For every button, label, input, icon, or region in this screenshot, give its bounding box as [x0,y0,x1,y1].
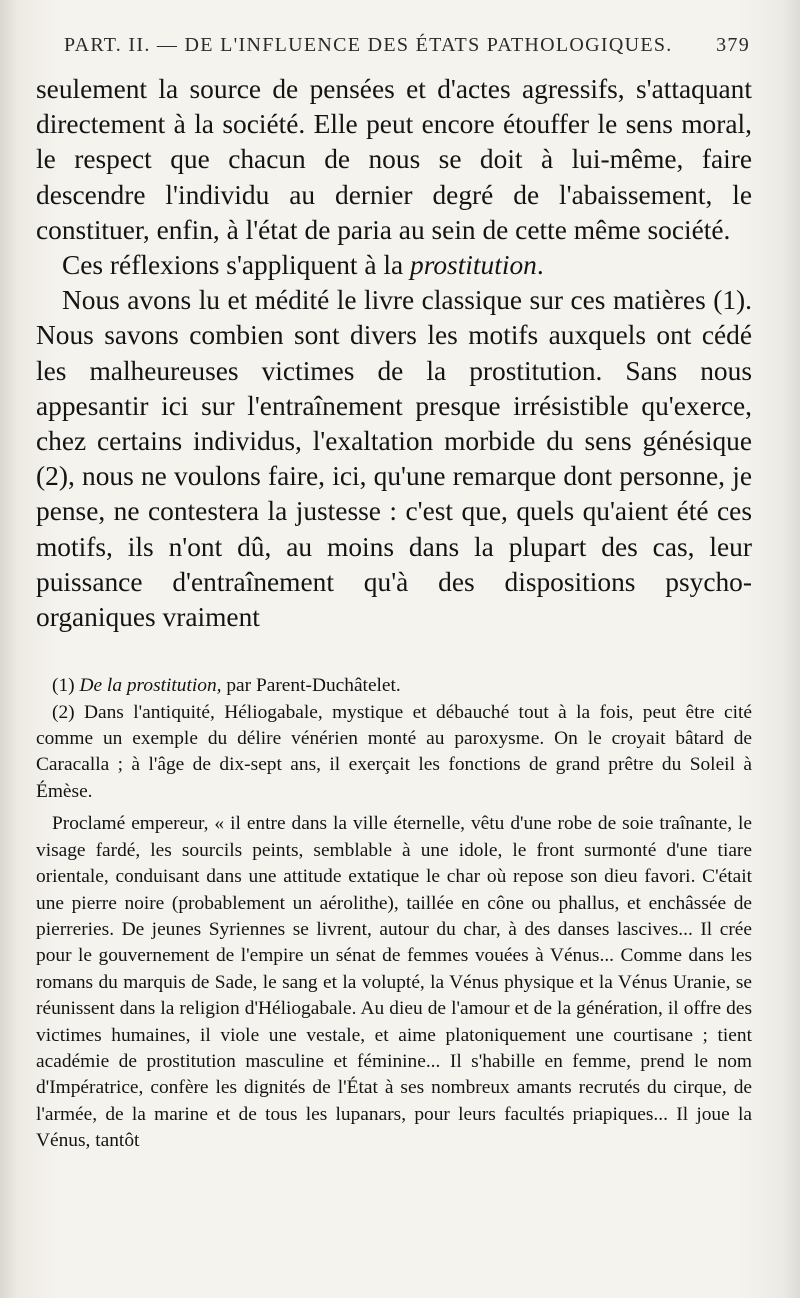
paragraph-classic-book: Nous avons lu et médité le livre classique sur ces matières (1). Nous savons combien sont divers les motifs auxquels ont cédé les malheureuses victimes de la prostitution. Sans nous appesantir ici sur l'entraînement presque irrésistible qu'exerce, chez certains individus, l'exaltation morbide du sens génésique (2), nous ne voulons faire, ici, qu'une remarque dont personne, je pense, ne contestera la justesse : c'est que, quels qu'aient été ces motifs, ils n'ont dû, au moins dans la plupart des cas, leur puissance d'entraînement qu'à des dispositions psycho-organiques vraiment [36,285,752,633]
running-head [64,34,750,72]
footnotes [36,673,752,1154]
paragraph-text: Ces réflexions s'appliquent à la [62,250,410,281]
footnote-text: par Parent-Duchâtelet. [221,675,401,697]
footnote-italic-title: De la prostitution, [79,675,222,697]
footnote-2-continuation: Proclamé empereur, « il entre dans la ville éternelle, vêtu d'une robe de soie traînante, le visage fardé, les sourcils peints, semblable à une idole, le front surmonté d'une tiare orientale, conduisant dans une attitude extatique le char où repose son dieu favori. C'était une pierre noire (probablement un aérolithe), taillée en cône ou phallus, et enchâssée de pierreries. De jeunes Syriennes se livrent, autour du char, à des danses lascives... Il crée pour le gouvernement de l'empire un sénat de femmes vouées à Vénus... Comme dans les romans du marquis de Sade, le sang et la volupté, la Vénus physique et la Vénus Uranie, se réunissent dans la religion d'Héliogabale. Au dieu de l'amour et de la génération, il offre des victimes humaines, il viole une vestale, et aime platoniquement une courtisane ; tient académie de prostitution masculine et féminine... Il s'habille en femme, prend le nom d'Impératrice, confère les dignités de l'État à ses nombreux amants recrutés du cirque, de l'armée, de la marine et de tous les lupanars, pour leurs facultés priapiques... Il joue la Vénus, tantôt [36,813,752,1152]
italic-term: prostitution [410,250,537,281]
paragraph-continuation: seulement la source de pensées et d'actes agressifs, s'attaquant directement à la société. Elle peut encore étouffer le sens moral, le respect que chacun de nous se doit à lui-même, faire descendre l'individu au dernier degré de l'abaissement, le constituer, enfin, à l'état de paria au sein de cette même société. [36,74,752,245]
paragraph-text: . [536,250,544,281]
main-text [36,72,752,635]
footnote-2: (2) Dans l'antiquité, Héliogabale, mystique et débauché tout à la fois, peut être cité comme un exemple du délire vénérien monté au paroxysme. On le croyait bâtard de Caracalla ; à l'âge de dix-sept ans, il exerçait les fonctions de grand prêtre du Soleil à Émèse. [36,701,752,802]
page-number: 379 [716,34,750,56]
footnote-1 [36,673,752,699]
paragraph-prostitution [36,248,752,283]
footnote-mark: (1) [52,675,80,697]
running-title: PART. II. — DE L'INFLUENCE DES ÉTATS PATHOLOGIQUES. [64,34,673,56]
